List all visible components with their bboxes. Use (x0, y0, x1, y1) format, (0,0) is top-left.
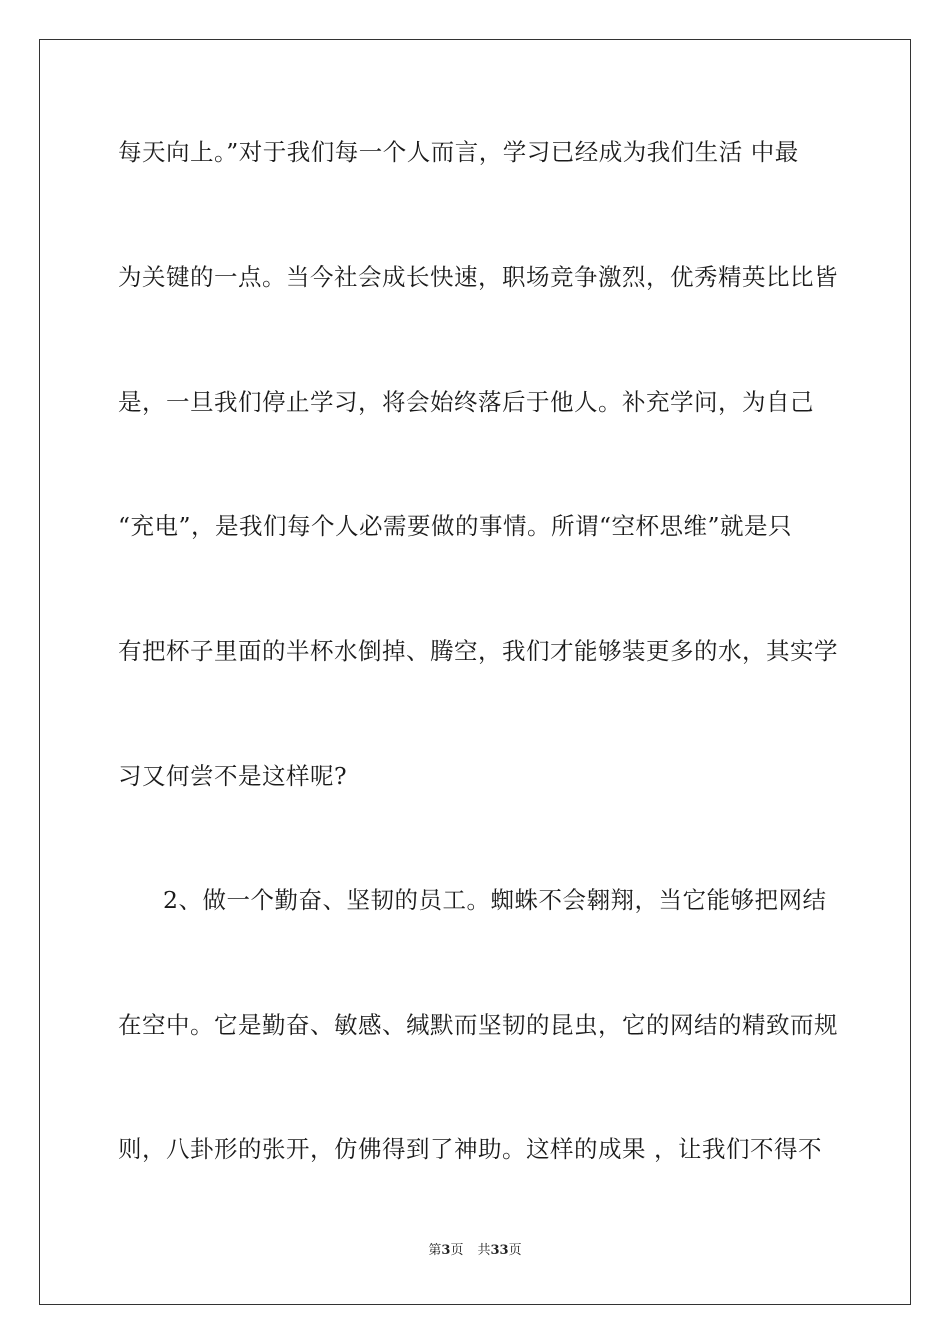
footer-total-suffix: 页 (508, 1243, 522, 1258)
paragraph-line-6: 习又何尝不是这样呢? (118, 762, 348, 790)
footer-page-suffix: 页 (450, 1243, 464, 1258)
paragraph-line-1: 每天向上。”对于我们每一个人而言，学习已经成为我们生活 中最 (118, 138, 799, 166)
footer-page-prefix: 第 (428, 1243, 442, 1258)
footer-page-number: 3 (441, 1243, 451, 1258)
footer-total-pages: 33 (490, 1243, 509, 1258)
page-border (39, 39, 911, 1305)
page-footer (0, 1243, 950, 1259)
paragraph-line-3: 是，一旦我们停止学习，将会始终落后于他人。补充学问，为自己 (118, 388, 814, 416)
footer-total-prefix: 共 (477, 1243, 491, 1258)
paragraph-line-9: 则，八卦形的张开，仿佛得到了神助。这样的成果 ，让我们不得不 (118, 1135, 822, 1163)
paragraph-line-2: 为关键的一点。当今社会成长快速，职场竞争激烈，优秀精英比比皆 (118, 263, 838, 291)
paragraph-line-4: “充电”，是我们每个人必需要做的事情。所谓“空杯思维”就是只 (118, 512, 793, 540)
paragraph-line-7: 2、做一个勤奋、坚韧的员工。蜘蛛不会翱翔，当它能够把网结 (163, 886, 827, 914)
paragraph-line-5: 有把杯子里面的半杯水倒掉、腾空，我们才能够装更多的水，其实学 (118, 637, 838, 665)
paragraph-line-8: 在空中。它是勤奋、敏感、缄默而坚韧的昆虫，它的网结的精致而规 (118, 1011, 838, 1039)
